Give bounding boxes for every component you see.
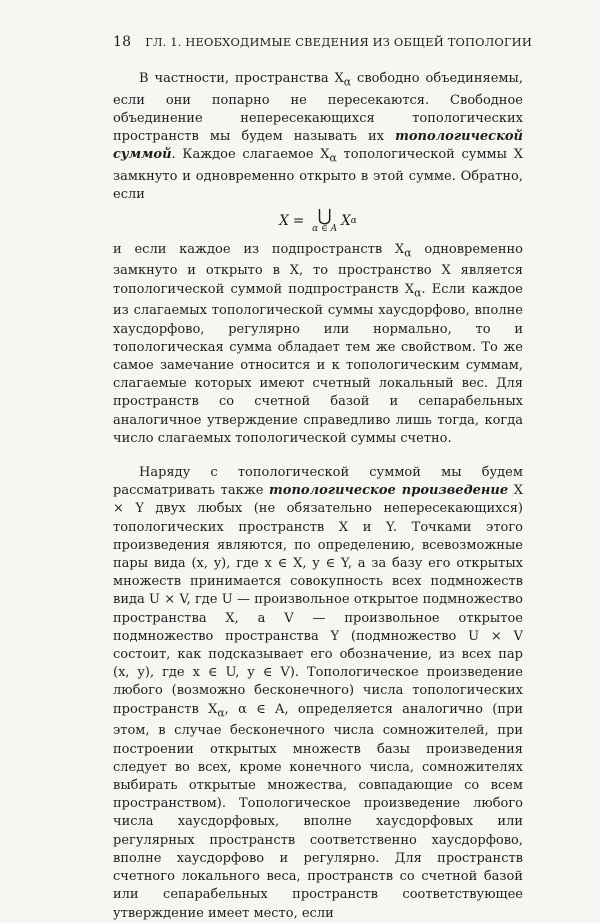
subscript: α xyxy=(329,152,337,165)
formula-equals: = xyxy=(292,212,305,229)
paragraph-topological-sum-cont xyxy=(113,241,523,448)
subscript: α xyxy=(404,246,412,260)
paragraph-topological-product xyxy=(113,464,523,923)
text-span: свободно объединяемы, если они попарно не пересекаются. Свободное объединение непересекающихся топологических пространств мы будем называть их xyxy=(113,71,523,145)
formula-rhs: X xyxy=(341,212,351,229)
subscript: α xyxy=(343,75,352,89)
chapter-title: ГЛ. 1. НЕОБХОДИМЫЕ СВЕДЕНИЯ ИЗ ОБЩЕЙ ТОПОЛОГИИ xyxy=(145,35,532,49)
subscript: α xyxy=(414,286,422,300)
text-span: В частности, пространства X xyxy=(139,71,344,86)
term-topological-product: топологическое произведение xyxy=(269,483,509,499)
formula-lhs: X xyxy=(279,212,289,229)
text-span: . Каждое слагаемое X xyxy=(171,147,330,163)
term-topological-sum: топологической суммой xyxy=(113,129,523,163)
union-index: α ∈ A xyxy=(312,223,338,234)
text-span: . Если каждое из слагаемых топологической суммы хаусдорфово, вполне хаусдорфово, регулярно или нормально, то и топологическая сумма обладает тем же свойством. То же самое замечание относится и к топологическим суммам, слагаемые которых имеют счетный локальный вес. Для пространств со счетной базой и сепарабельных аналогичное утверждение справедливо лишь тогда, когда число слагаемых топологической суммы счетно. xyxy=(113,281,523,446)
running-header xyxy=(113,34,533,50)
formula-rhs-subscript: α xyxy=(350,215,357,226)
union-operator xyxy=(312,205,338,234)
formula-union xyxy=(113,203,523,239)
subscript: α xyxy=(217,706,225,720)
paragraph-gap xyxy=(113,448,523,464)
text-span: , α ∈ A, определяется аналогично (при этом, в случае бесконечного числа сомножителей, при построении открытых множеств базы произведения следует во всех, кроме конечного числа, сомножителях выбирать открытые множества, совпадающие со всем пространством). Топологическое произведение любого числа хаусдорфовых, вполне хаусдорфовых или регулярных пространств соответственно хаусдорфово, вполне хаусдорфово и регулярно. Для пространств счетного локального веса, пространств со счетной базой или сепарабельных пространств соответствующее утверждение имеет место, если xyxy=(113,701,523,921)
text-span: одновременно замкнуто и открыто в X, то пространство X является топологической суммой подпространств X xyxy=(113,241,523,297)
text-span: Наряду с топологической суммой мы будем рассматривать также xyxy=(113,465,523,499)
paragraph-topological-sum xyxy=(113,70,523,205)
text-span: X × Y двух любых (не обязательно непересекающихся) топологических пространств X и Y. Точками этого произведения являются, по определению, всевозможные пары вида (x, y), где x ∈ X, y ∈ Y, а за базу его открытых множеств принимается совокупность всех подмножеств вида U × V, где U — произвольное открытое подмножество пространства X, а V — произвольное открытое подмножество пространства Y (подмножество U × V состоит, как подсказывает его обозначение, из всех пар (x, y), где x ∈ U, y ∈ V). Топологическое произведение любого (возможно бесконечного) числа топологических пространств X xyxy=(113,483,524,717)
union-symbol: ⋃ xyxy=(317,205,332,226)
text-span: топологической суммы X замкнуто и одновременно открыто в этой сумме. Обратно, если xyxy=(113,147,523,203)
page-body xyxy=(113,70,523,923)
page-number: 18 xyxy=(113,34,132,50)
text-span: и если каждое из подпространств X xyxy=(113,241,405,257)
